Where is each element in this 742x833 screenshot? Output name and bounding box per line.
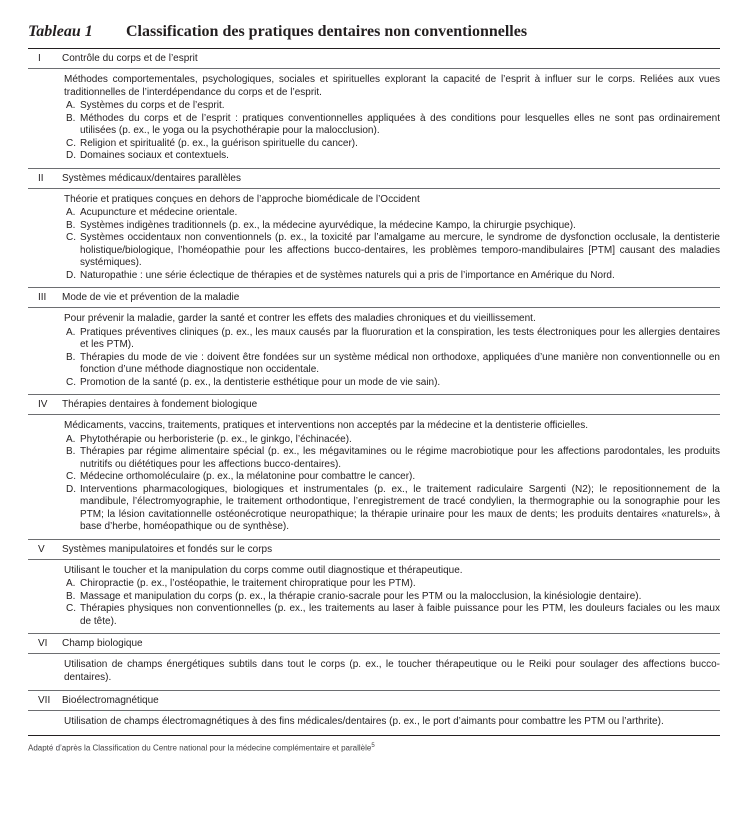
item-text: Systèmes du corps et de l’esprit.	[80, 100, 225, 111]
section-number: IV	[38, 399, 48, 410]
footnote-text: Adapté d’après la Classification du Centre national pour la médecine complémentaire et parallèle	[28, 743, 372, 753]
item-letter: A.	[66, 326, 76, 338]
item-text: Religion et spiritualité (p. ex., la guérison spirituelle du cancer).	[80, 137, 358, 149]
item-letter: B.	[66, 446, 76, 457]
section-number: V	[38, 543, 45, 555]
section-title: Bioélectromagnétique	[62, 695, 159, 706]
section-intro: Médicaments, vaccins, traitements, pratiques et interventions non acceptés par la médecine et la dentisterie officielles.	[64, 420, 588, 431]
item-letter: D.	[66, 150, 76, 161]
list-item	[64, 220, 720, 233]
item-text: Naturopathie : une série éclectique de thérapies et de systèmes naturels qui a pris de l’importance en Amérique du Nord.	[80, 269, 615, 281]
section-intro: Méthodes comportementales, psychologiques, sociales et spirituelles explorant la capacité de l’esprit à influer sur le corps. Reliées aux vues traditionnelles de l’interdépendance du corps et de l’esprit.	[64, 74, 720, 98]
section-header	[28, 395, 720, 415]
section-body	[28, 189, 720, 289]
item-letter: A.	[66, 433, 76, 445]
item-text: Thérapies par régime alimentaire spécial (p. ex., les mégavitamines ou le régime macrobiotique pour les affections parodontales, les produits nutritifs ou diététiques pour les affections bucco-dentaires).	[80, 446, 720, 470]
item-letter: D.	[66, 483, 76, 495]
list-item	[64, 446, 720, 471]
item-text: Chiropractie (p. ex., l’ostéopathie, le traitement chiropratique pour les PTM).	[80, 578, 416, 589]
list-item	[64, 434, 720, 447]
list-item	[64, 471, 720, 484]
section-intro: Utilisation de champs électromagnétiques à des fins médicales/dentaires (p. ex., le port d’aimants pour combattre les PTM ou l’arthrite).	[64, 716, 664, 727]
section-number: VII	[38, 695, 51, 706]
section-intro: Pour prévenir la maladie, garder la santé et contrer les effets des maladies chroniques et du vieillissement.	[64, 313, 536, 324]
section-intro: Théorie et pratiques conçues en dehors de l’approche biomédicale de l’Occident	[64, 193, 420, 205]
list-item	[64, 113, 720, 138]
section-header	[28, 691, 720, 711]
item-letter: C.	[66, 232, 76, 243]
section-intro: Utilisation de champs énergétiques subtils dans tout le corps (p. ex., le toucher thérapeutique ou le Reiki pour soulager des affections bucco-dentaires).	[64, 659, 720, 683]
item-letter: A.	[66, 100, 76, 111]
section-title: Systèmes médicaux/dentaires parallèles	[62, 172, 241, 184]
section-header	[28, 540, 720, 560]
list-item	[64, 578, 720, 591]
table-title: Classification des pratiques dentaires non conventionnelles	[126, 23, 528, 40]
section-body	[28, 69, 720, 169]
item-text: Massage et manipulation du corps (p. ex., la thérapie cranio-sacrale pour les PTM ou la malocclusion, la kinésiologie dentaire).	[80, 590, 642, 602]
section-body	[28, 711, 720, 736]
classification-table	[28, 49, 720, 736]
section-number: II	[38, 172, 44, 184]
item-text: Pratiques préventives cliniques (p. ex., les maux causés par la fluoruration et la conspiration, les tests électroniques pour les allergies dentaires et les PTM).	[80, 326, 720, 350]
section-body	[28, 308, 720, 395]
item-text: Promotion de la santé (p. ex., la dentisterie esthétique pour un mode de vie sain).	[80, 376, 441, 388]
footnote-ref: 5	[371, 742, 375, 749]
item-letter: B.	[66, 590, 76, 602]
list-item	[64, 484, 720, 534]
table-caption	[28, 0, 720, 49]
section-number: III	[38, 292, 47, 303]
footnote	[28, 736, 720, 754]
section-title: Systèmes manipulatoires et fondés sur le corps	[62, 543, 273, 555]
item-text: Acupuncture et médecine orientale.	[80, 207, 238, 218]
section-header	[28, 49, 720, 69]
list-item	[64, 603, 720, 628]
list-item	[64, 327, 720, 352]
list-item	[64, 100, 720, 113]
item-letter: C.	[66, 603, 76, 614]
item-text: Médecine orthomoléculaire (p. ex., la mélatonine pour combattre le cancer).	[80, 471, 416, 482]
item-text: Domaines sociaux et contextuels.	[80, 150, 229, 161]
table-label: Tableau 1	[28, 23, 93, 40]
section-body	[28, 560, 720, 635]
item-letter: C.	[66, 376, 76, 388]
item-letter: B.	[66, 351, 76, 363]
item-text: Méthodes du corps et de l’esprit : pratiques conventionnelles appliquées à des conditions pour lesquelles elles ne sont pas ordinairement utilisées (p. ex., le yoga ou la psychothérapie pour la malocclusion).	[80, 112, 720, 136]
section-number: I	[38, 53, 41, 64]
list-item	[64, 232, 720, 270]
list-item	[64, 207, 720, 220]
section-body	[28, 654, 720, 691]
item-text: Thérapies physiques non conventionnelles (p. ex., les traitements au laser à faible puissance pour les PTM, les douleurs faciales ou les maux de tête).	[80, 603, 720, 627]
item-letter: B.	[66, 112, 76, 124]
section-body	[28, 415, 720, 540]
item-text: Thérapies du mode de vie : doivent être fondées sur un système médical non orthodoxe, appliquées d’une manière non conventionnelle ou en fonction d’une méthode diagnostique non occidentale.	[80, 351, 720, 375]
section-header	[28, 288, 720, 308]
section-intro: Utilisant le toucher et la manipulation du corps comme outil diagnostique et thérapeutique.	[64, 564, 463, 576]
section-title: Thérapies dentaires à fondement biologique	[62, 399, 258, 410]
list-item	[64, 138, 720, 151]
list-item	[64, 270, 720, 283]
item-text: Interventions pharmacologiques, biologiques et instrumentales (p. ex., le traitement radiculaire Sargenti (N2); le repositionnement de la mandibule, l’électromyographie, le traitement orthodontique, l’enregistrement de tracé condylien, la thermographie ou la sonographie pour les PTM; la lésion cavitationnelle ostéonécrotique neuropathique; la thérapie urinaire pour les maux de dents; les produits dentaires «naturels», à base d’herbe, homéopathique ou de synthèse).	[80, 483, 720, 532]
list-item	[64, 150, 720, 163]
section-title: Mode de vie et prévention de la maladie	[62, 292, 240, 303]
item-letter: C.	[66, 137, 76, 149]
section-header	[28, 169, 720, 189]
section-title: Champ biologique	[62, 638, 143, 649]
item-letter: C.	[66, 471, 76, 482]
list-item	[64, 591, 720, 604]
item-letter: B.	[66, 219, 76, 231]
list-item	[64, 352, 720, 377]
item-text: Systèmes occidentaux non conventionnels (p. ex., la toxicité par l’amalgame au mercure, le syndrome de dysfonction occlusale, la dentisterie holistique/biologique, l’homéopathie pour les affections bucco-dentaires, les problèmes temporo-mandibulaires [PTM] causant des maladies systémiques).	[80, 232, 720, 268]
section-number: VI	[38, 638, 48, 649]
item-letter: D.	[66, 269, 76, 281]
item-letter: A.	[66, 207, 76, 218]
section-title: Contrôle du corps et de l’esprit	[62, 53, 198, 64]
list-item	[64, 377, 720, 390]
item-text: Phytothérapie ou herboristerie (p. ex., le ginkgo, l’échinacée).	[80, 433, 352, 445]
item-letter: A.	[66, 578, 76, 589]
section-header	[28, 634, 720, 654]
item-text: Systèmes indigènes traditionnels (p. ex., la médecine ayurvédique, la médecine Kampo, la chirurgie psychique).	[80, 219, 576, 231]
